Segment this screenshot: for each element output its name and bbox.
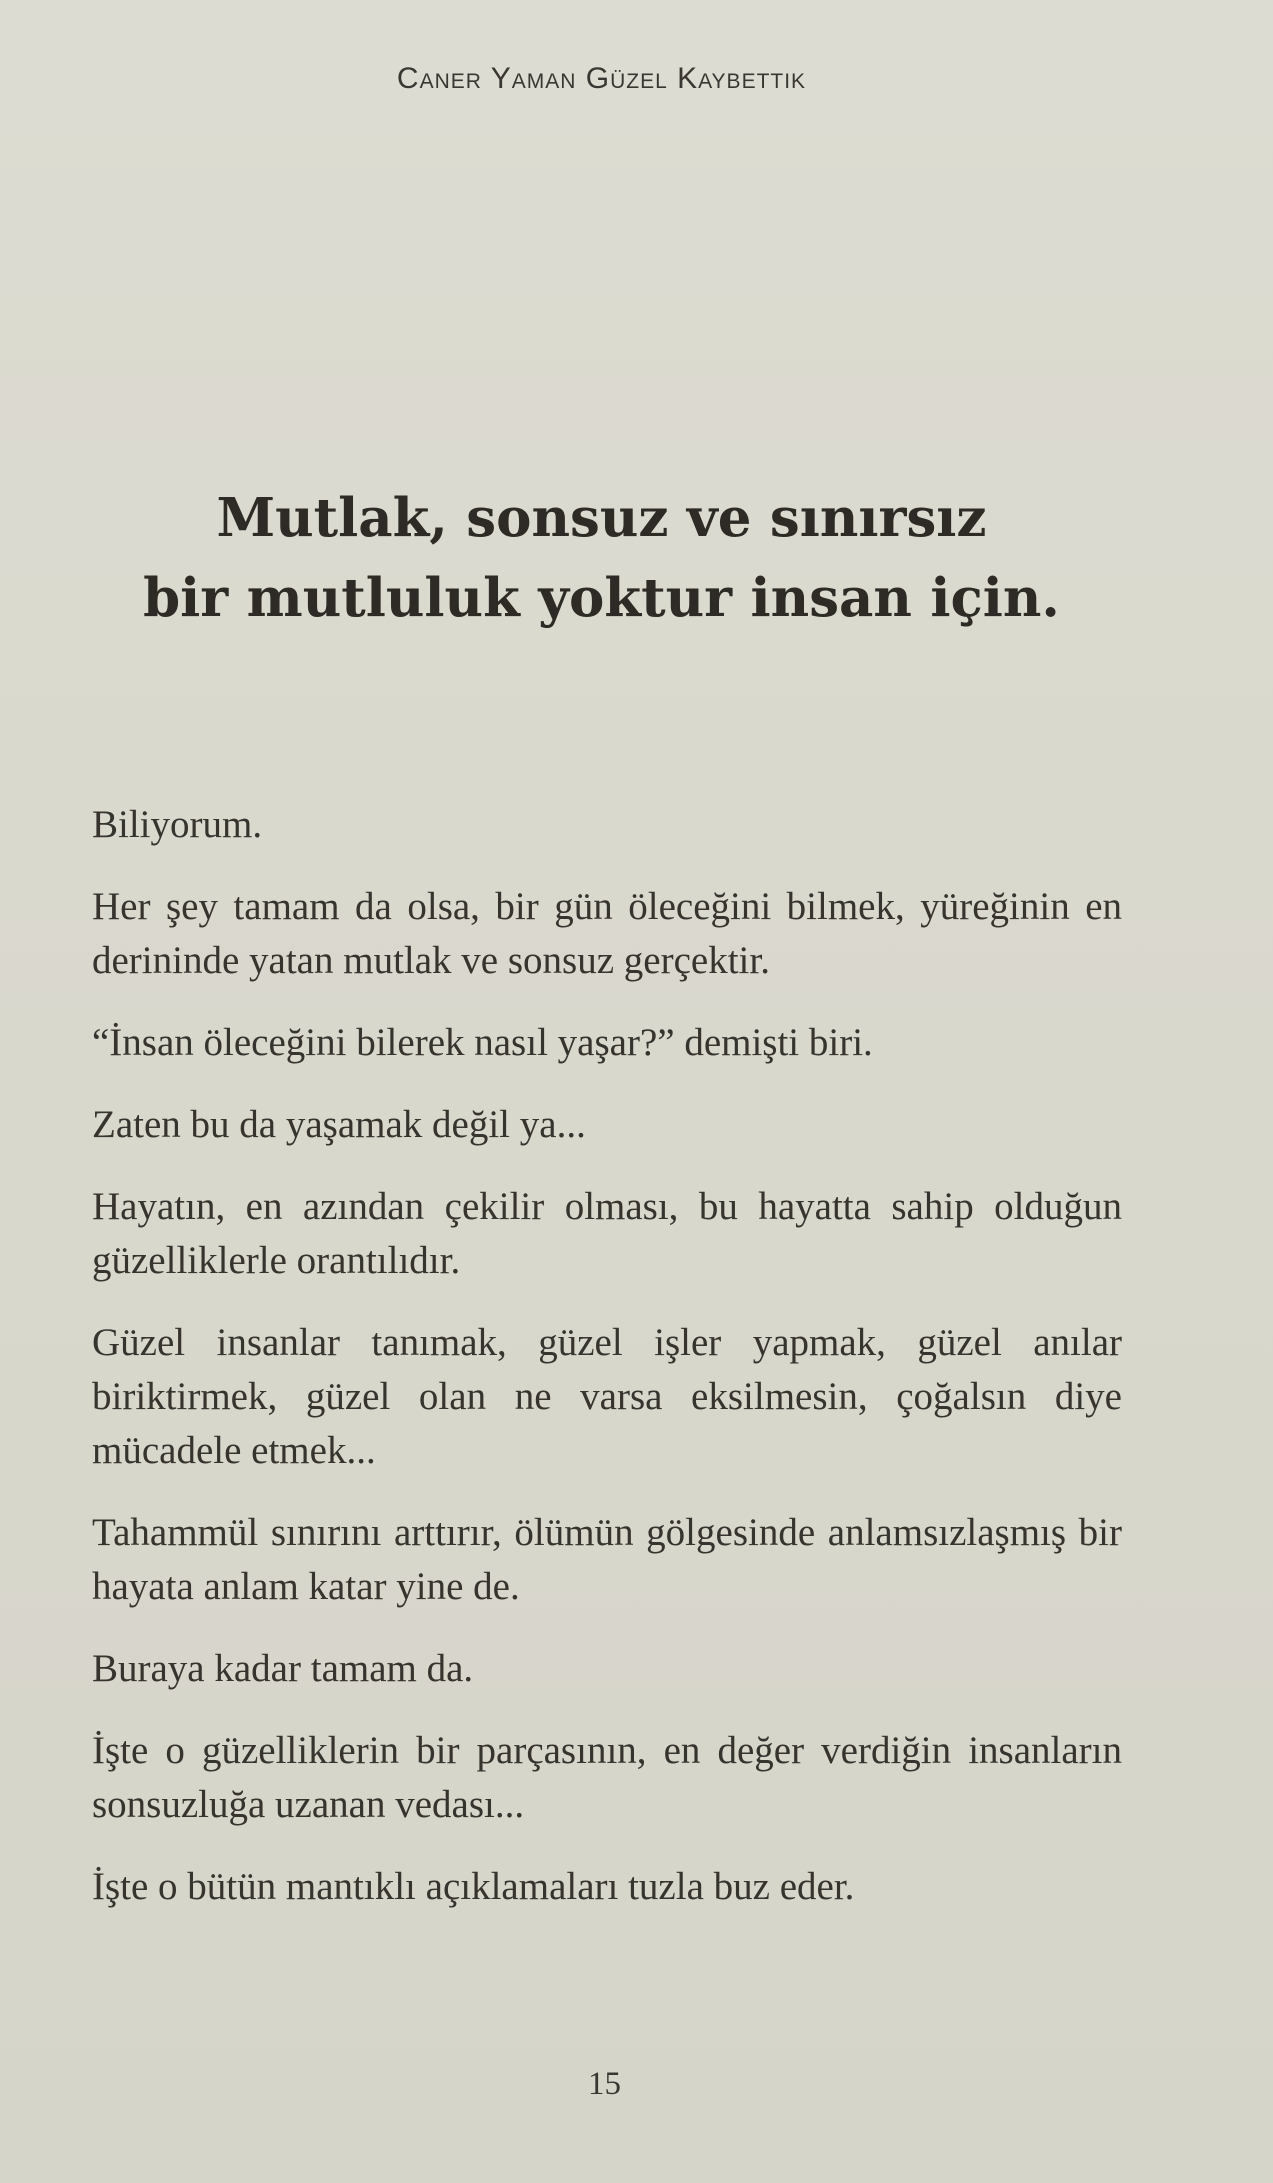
paragraph: İşte o bütün mantıklı açıklamaları tuzla buz eder. xyxy=(92,1865,855,1908)
paragraph: İşte o güzelliklerin bir parçasının, en değer verdiğin insanların sonsuzluğa uzanan vedası... xyxy=(92,1729,1122,1826)
paragraph: Tahammül sınırını arttırır, ölümün gölgesinde anlamsızlaşmış bir hayata anlam katar yine de. xyxy=(92,1511,1122,1608)
chapter-title-line-2: bir mutluluk yoktur insan için. xyxy=(143,567,1060,629)
paragraph: Hayatın, en azından çekilir olması, bu hayatta sahip olduğun güzelliklerle orantılıdır. xyxy=(92,1185,1122,1282)
paragraph: Buraya kadar tamam da. xyxy=(92,1647,474,1690)
paragraph: Her şey tamam da olsa, bir gün öleceğini bilmek, yüreğinin en derininde yatan mutlak ve sonsuz gerçektir. xyxy=(92,885,1122,982)
page-number: 15 xyxy=(588,2066,621,2102)
body-text xyxy=(92,798,1122,1942)
paragraph: Zaten bu da yaşamak değil ya... xyxy=(92,1103,586,1146)
running-head: Caner Yaman Güzel Kaybettik xyxy=(396,62,807,95)
paragraph: Biliyorum. xyxy=(92,803,263,846)
chapter-title xyxy=(0,478,1203,638)
paragraph: Güzel insanlar tanımak, güzel işler yapmak, güzel anılar biriktirmek, güzel olan ne varsa eksilmesin, çoğalsın diye mücadele etmek... xyxy=(92,1321,1122,1472)
paragraph: “İnsan öleceğini bilerek nasıl yaşar?” demişti biri. xyxy=(92,1021,873,1064)
chapter-title-line-1: Mutlak, sonsuz ve sınırsız xyxy=(216,487,987,549)
